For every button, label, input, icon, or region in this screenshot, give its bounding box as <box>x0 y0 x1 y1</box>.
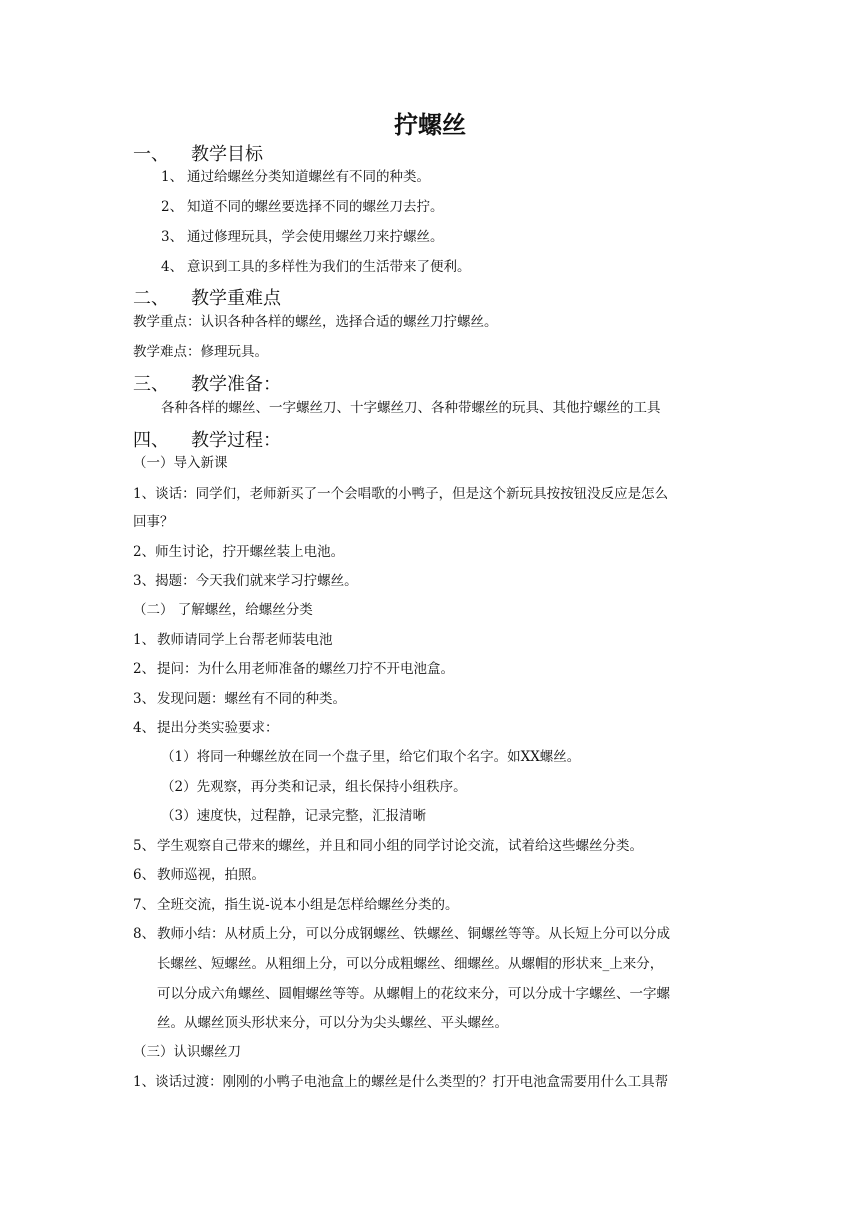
list-number: 2、 <box>161 199 184 215</box>
paragraph-line: 回事？ <box>133 514 174 530</box>
list-text: 教师小结：从材质上分，可以分成钢螺丝、铁螺丝、铜螺丝等等。从长短上分可以分成 <box>157 926 670 942</box>
key-point: 教学重点：认识各种各样的螺丝，选择合适的螺丝刀拧螺丝。 <box>133 314 498 330</box>
paragraph-line: 3、揭题：今天我们就来学习拧螺丝。 <box>133 573 358 589</box>
list-text: 提问：为什么用老师准备的螺丝刀拧不开电池盒。 <box>157 661 454 677</box>
list-number: 6、 <box>133 867 156 883</box>
list-number: 1、 <box>161 169 184 185</box>
list-text: 通过给螺丝分类知道螺丝有不同的种类。 <box>187 169 430 185</box>
requirement-item: （2）先观察，再分类和记录，组长保持小组秩序。 <box>161 779 467 795</box>
list-number: 2、 <box>133 661 156 677</box>
list-number: 4、 <box>161 259 184 275</box>
list-number: 7、 <box>133 897 156 913</box>
section-title: 教学目标 <box>191 144 263 165</box>
list-text: 学生观察自己带来的螺丝，并且和同小组的同学讨论交流，试着给这些螺丝分类。 <box>157 838 643 854</box>
preparation-text: 各种各样的螺丝、一字螺丝刀、十字螺丝刀、各种带螺丝的玩具、其他拧螺丝的工具 <box>161 400 661 416</box>
summary-continuation: 可以分成六角螺丝、圆帽螺丝等等。从螺帽上的花纹来分，可以分成十字螺丝、一字螺 <box>157 986 670 1002</box>
list-number: 3、 <box>133 691 156 707</box>
summary-continuation: 丝。从螺丝顶头形状来分，可以分为尖头螺丝、平头螺丝。 <box>157 1015 508 1031</box>
section-number: 四、 <box>133 430 169 451</box>
subsection-heading: （二） 了解螺丝，给螺丝分类 <box>133 602 313 618</box>
section-title: 教学过程： <box>191 430 281 451</box>
requirement-item: （1）将同一种螺丝放在同一个盘子里，给它们取个名字。如XX螺丝。 <box>161 749 581 765</box>
page-title: 拧螺丝 <box>394 111 466 139</box>
difficulty: 教学难点：修理玩具。 <box>133 344 268 360</box>
subsection-heading: （一）导入新课 <box>133 455 228 471</box>
list-text: 全班交流，指生说-说本小组是怎样给螺丝分类的。 <box>157 897 459 913</box>
section-number: 一、 <box>133 144 169 165</box>
list-number: 4、 <box>133 720 156 736</box>
paragraph-line: 1、谈话：同学们，老师新买了一个会唱歌的小鸭子，但是这个新玩具按按钮没反应是怎么 <box>133 486 669 502</box>
list-text: 教师巡视，拍照。 <box>157 867 265 883</box>
list-text: 教师请同学上台帮老师装电池 <box>157 632 333 648</box>
list-text: 知道不同的螺丝要选择不同的螺丝刀去拧。 <box>187 199 444 215</box>
list-text: 提出分类实验要求： <box>157 720 279 736</box>
list-number: 3、 <box>161 229 184 245</box>
section-title: 教学准备： <box>191 374 281 395</box>
section-number: 三、 <box>133 374 169 395</box>
subsection-heading: （三）认识螺丝刀 <box>133 1044 241 1060</box>
paragraph-line: 1、谈话过渡：刚刚的小鸭子电池盒上的螺丝是什么类型的？打开电池盒需要用什么工具帮 <box>133 1074 669 1090</box>
paragraph-line: 2、师生讨论，拧开螺丝装上电池。 <box>133 544 345 560</box>
section-title: 教学重难点 <box>191 288 281 309</box>
list-text: 通过修理玩具，学会使用螺丝刀来拧螺丝。 <box>187 229 444 245</box>
summary-continuation: 长螺丝、短螺丝。从粗细上分，可以分成粗螺丝、细螺丝。从螺帽的形状来_上来分， <box>157 956 664 972</box>
list-text: 发现问题：螺丝有不同的种类。 <box>157 691 346 707</box>
list-number: 5、 <box>133 838 156 854</box>
list-number: 8、 <box>133 926 156 942</box>
list-number: 1、 <box>133 632 156 648</box>
requirement-item: （3）速度快，过程静，记录完整，汇报清晰 <box>161 808 427 824</box>
section-number: 二、 <box>133 288 169 309</box>
list-text: 意识到工具的多样性为我们的生活带来了便利。 <box>187 259 471 275</box>
